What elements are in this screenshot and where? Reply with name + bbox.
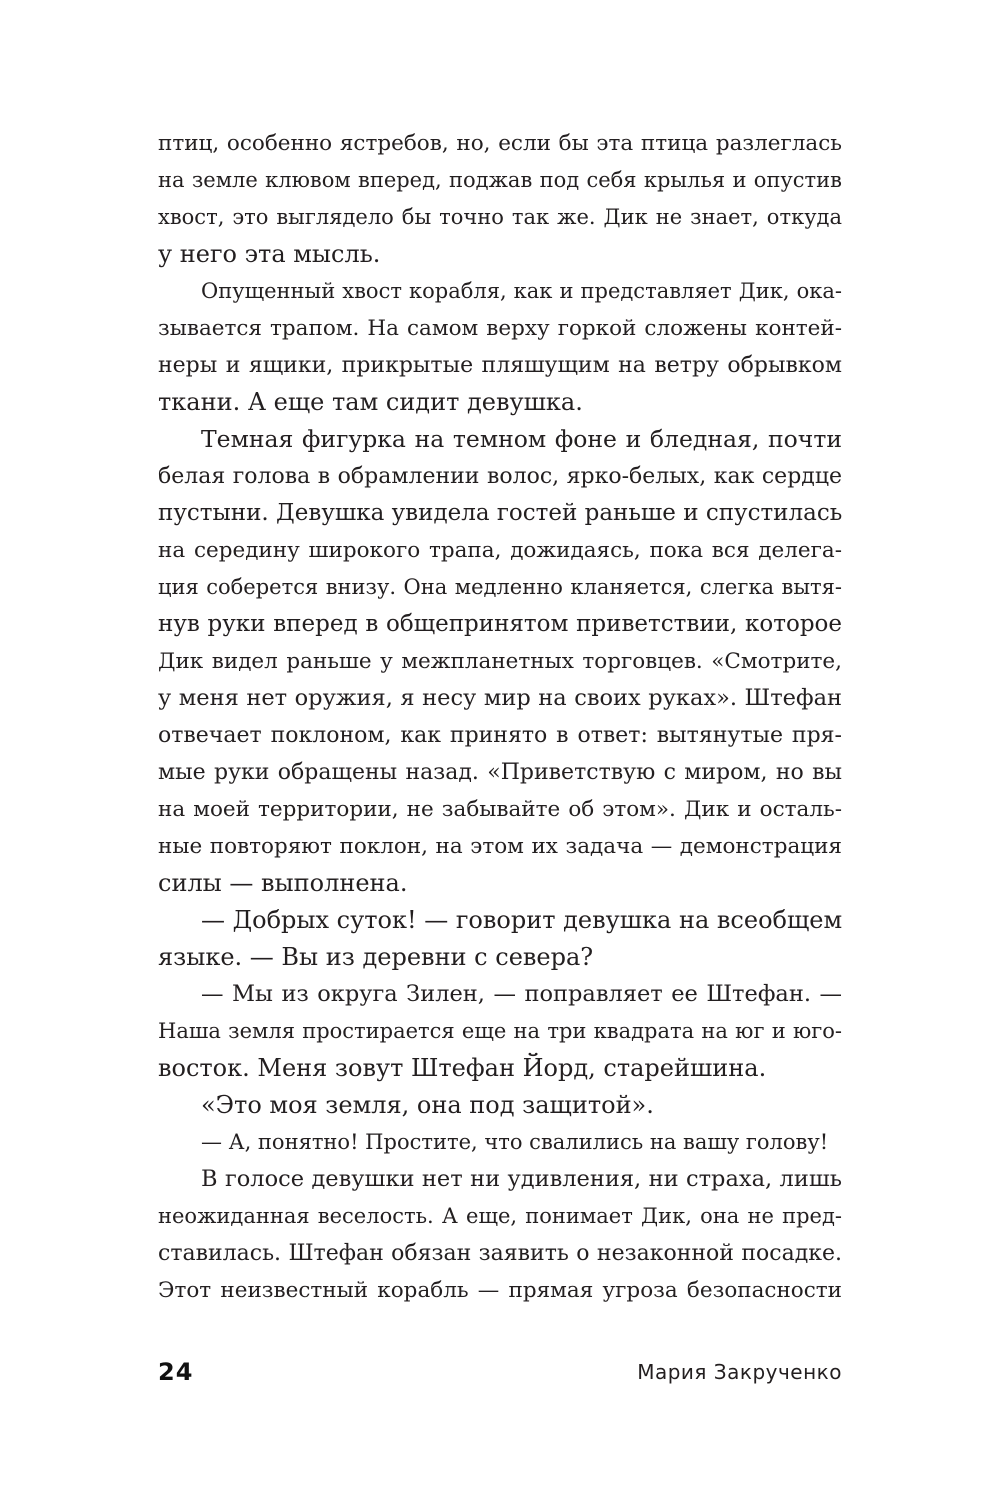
text-line: ные повторяют поклон, на этом их задача — демонстрация xyxy=(158,834,842,859)
text-line: Дик видел раньше у межпланетных торговцев. «Смотрите, xyxy=(158,649,842,674)
text-line: Опущенный хвост корабля, как и представляет Дик, ока- xyxy=(201,279,842,303)
text-line: у него эта мысль. xyxy=(158,240,381,268)
text-line: — А, понятно! Простите, что свалились на вашу голову! xyxy=(201,1130,829,1154)
text-line: пустыни. Девушка увидела гостей раньше и спустилась xyxy=(158,500,843,526)
page-footer xyxy=(158,1357,842,1387)
text-line: у меня нет оружия, я несу мир на своих руках». Штефан xyxy=(158,685,842,711)
text-line: В голосе девушки нет ни удивления, ни страха, лишь xyxy=(201,1166,842,1192)
text-line: зывается трапом. На самом верху горкой сложены контей- xyxy=(158,316,842,341)
text-line: неры и ящики, прикрытые пляшущим на ветру обрывком xyxy=(158,353,842,378)
author-name: Мария Закрученко xyxy=(637,1360,842,1384)
text-line: восток. Меня зовут Штефан Йорд, старейшина. xyxy=(158,1054,767,1082)
text-line: на моей территории, не забывайте об этом». Дик и осталь- xyxy=(158,797,842,822)
text-line: языке. — Вы из деревни с севера? xyxy=(158,943,594,971)
text-line: неожиданная веселость. А еще, понимает Дик, она не пред- xyxy=(158,1204,842,1228)
text-line: на середину широкого трапа, дожидаясь, пока вся делега- xyxy=(158,538,842,563)
text-line: силы — выполнена. xyxy=(158,869,408,897)
page-number: 24 xyxy=(158,1358,194,1386)
body-text xyxy=(158,125,842,1309)
text-line: «Это моя земля, она под защитой». xyxy=(201,1091,654,1119)
text-line: Этот неизвестный корабль — прямая угроза безопасности xyxy=(158,1278,842,1303)
text-line: ция соберется внизу. Она медленно кланяется, слегка вытя- xyxy=(158,575,842,599)
text-line: белая голова в обрамлении волос, ярко-белых, как сердце xyxy=(158,464,842,489)
text-line: — Мы из округа Зилен, — поправляет ее Штефан. — xyxy=(201,981,842,1007)
text-line: ставилась. Штефан обязан заявить о незаконной посадке. xyxy=(158,1241,842,1266)
text-line: — Добрых суток! — говорит девушка на всеобщем xyxy=(201,906,843,934)
text-line: Наша земля простирается еще на три квадрата на юг и юго- xyxy=(158,1019,842,1043)
text-line: на земле клювом вперед, поджав под себя крылья и опустив xyxy=(158,168,842,192)
text-line: птиц, особенно ястребов, но, если бы эта птица разлеглась xyxy=(158,131,842,156)
text-line: хвост, это выглядело бы точно так же. Дик не знает, откуда xyxy=(158,205,842,229)
text-line: нув руки вперед в общепринятом приветствии, которое xyxy=(158,611,842,637)
text-line: отвечает поклоном, как принято в ответ: вытянутые пря- xyxy=(158,723,842,748)
text-line: ткани. А еще там сидит девушка. xyxy=(158,388,583,416)
text-line: мые руки обращены назад. «Приветствую с миром, но вы xyxy=(158,760,842,785)
text-line: Темная фигурка на темном фоне и бледная, почти xyxy=(201,425,842,453)
